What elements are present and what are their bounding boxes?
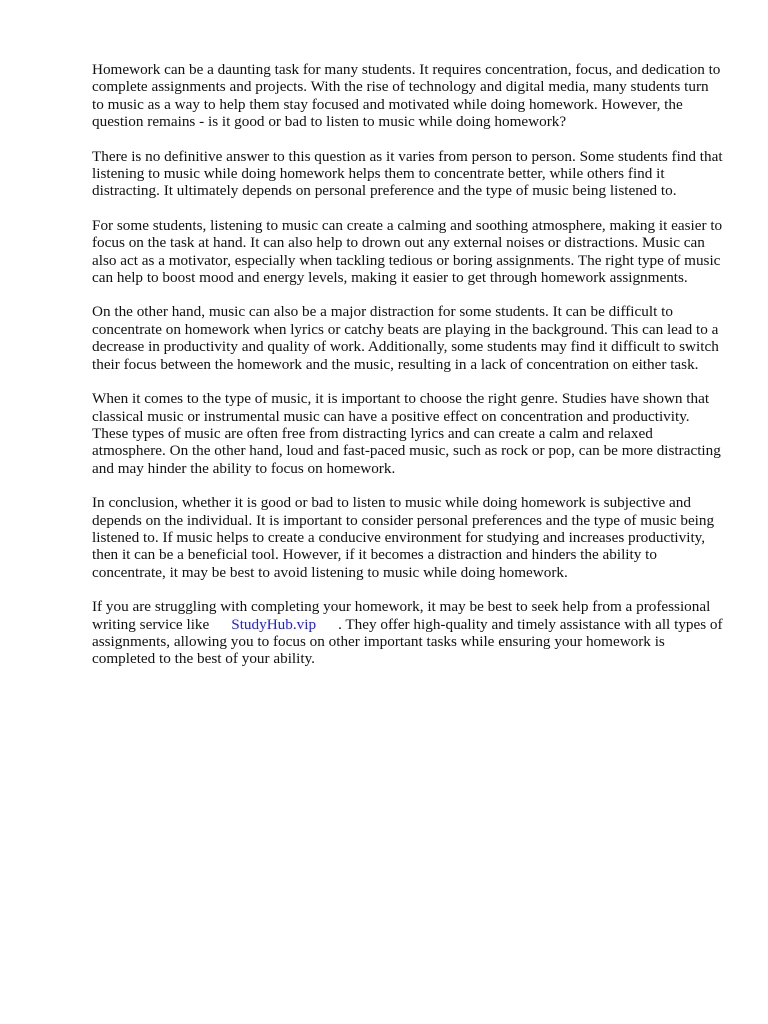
paragraph-distractions: On the other hand, music can also be a major distraction for some students. It can be difficult to concentrate on homework when lyrics or catchy beats are playing in the background. This can lead to a decrease in productivity and quality of work. Additionally, some students may find it difficult to switch their focus between the homework and the music, resulting in a lack of concentration on either task. [92, 303, 719, 373]
paragraph-music-genre: When it comes to the type of music, it is important to choose the right genre. Studies have shown that classical music or instrumental music can have a positive effect on concentration and productivity. These types of music are often free from distracting lyrics and can create a calm and relaxed atmosphere. On the other hand, loud and fast-paced music, such as rock or pop, can be more distracting and may hinder the ability to focus on homework. [92, 390, 721, 477]
document-body [92, 61, 724, 685]
paragraph-benefits: For some students, listening to music can create a calming and soothing atmosphere, making it easier to focus on the task at hand. It can also help to drown out any external noises or distractions. Music can also act as a motivator, especially when tackling tedious or boring assignments. The right type of music can help to boost mood and energy levels, making it easier to get through homework assignments. [92, 216, 723, 287]
paragraph-no-definitive-answer: There is no definitive answer to this question as it varies from person to person. Some students find that listening to music while doing homework helps them to concentrate better, while others find it distracting. It ultimately depends on personal preference and the type of music being listened to. [92, 147, 723, 200]
paragraph-intro: Homework can be a daunting task for many students. It requires concentration, focus, and dedication to complete assignments and projects. With the rise of technology and digital media, many students turn to music as a way to help them stay focused and motivated while doing homework. However, the question remains - is it good or bad to listen to music while doing homework? [92, 61, 721, 131]
paragraph-conclusion: In conclusion, whether it is good or bad to listen to music while doing homework is subjective and depends on the individual. It is important to consider personal preferences and the type of music being listened to. If music helps to create a conducive environment for studying and increases productivity, then it can be a beneficial tool. However, if it becomes a distraction and hinders the ability to concentrate, it may be best to avoid listening to music while doing homework. [92, 494, 715, 581]
service-text-after-link: . They offer high-quality and timely assistance with all types of assignments, allowing you to focus on other important tasks while ensuring your homework is completed to the best of your ability. [92, 615, 723, 668]
studyhub-link[interactable]: StudyHub.vip [231, 615, 317, 633]
service-text-before-link: If you are struggling with completing your homework, it may be best to seek help from a professional writing service like [92, 598, 711, 633]
paragraph-writing-service [92, 598, 724, 668]
